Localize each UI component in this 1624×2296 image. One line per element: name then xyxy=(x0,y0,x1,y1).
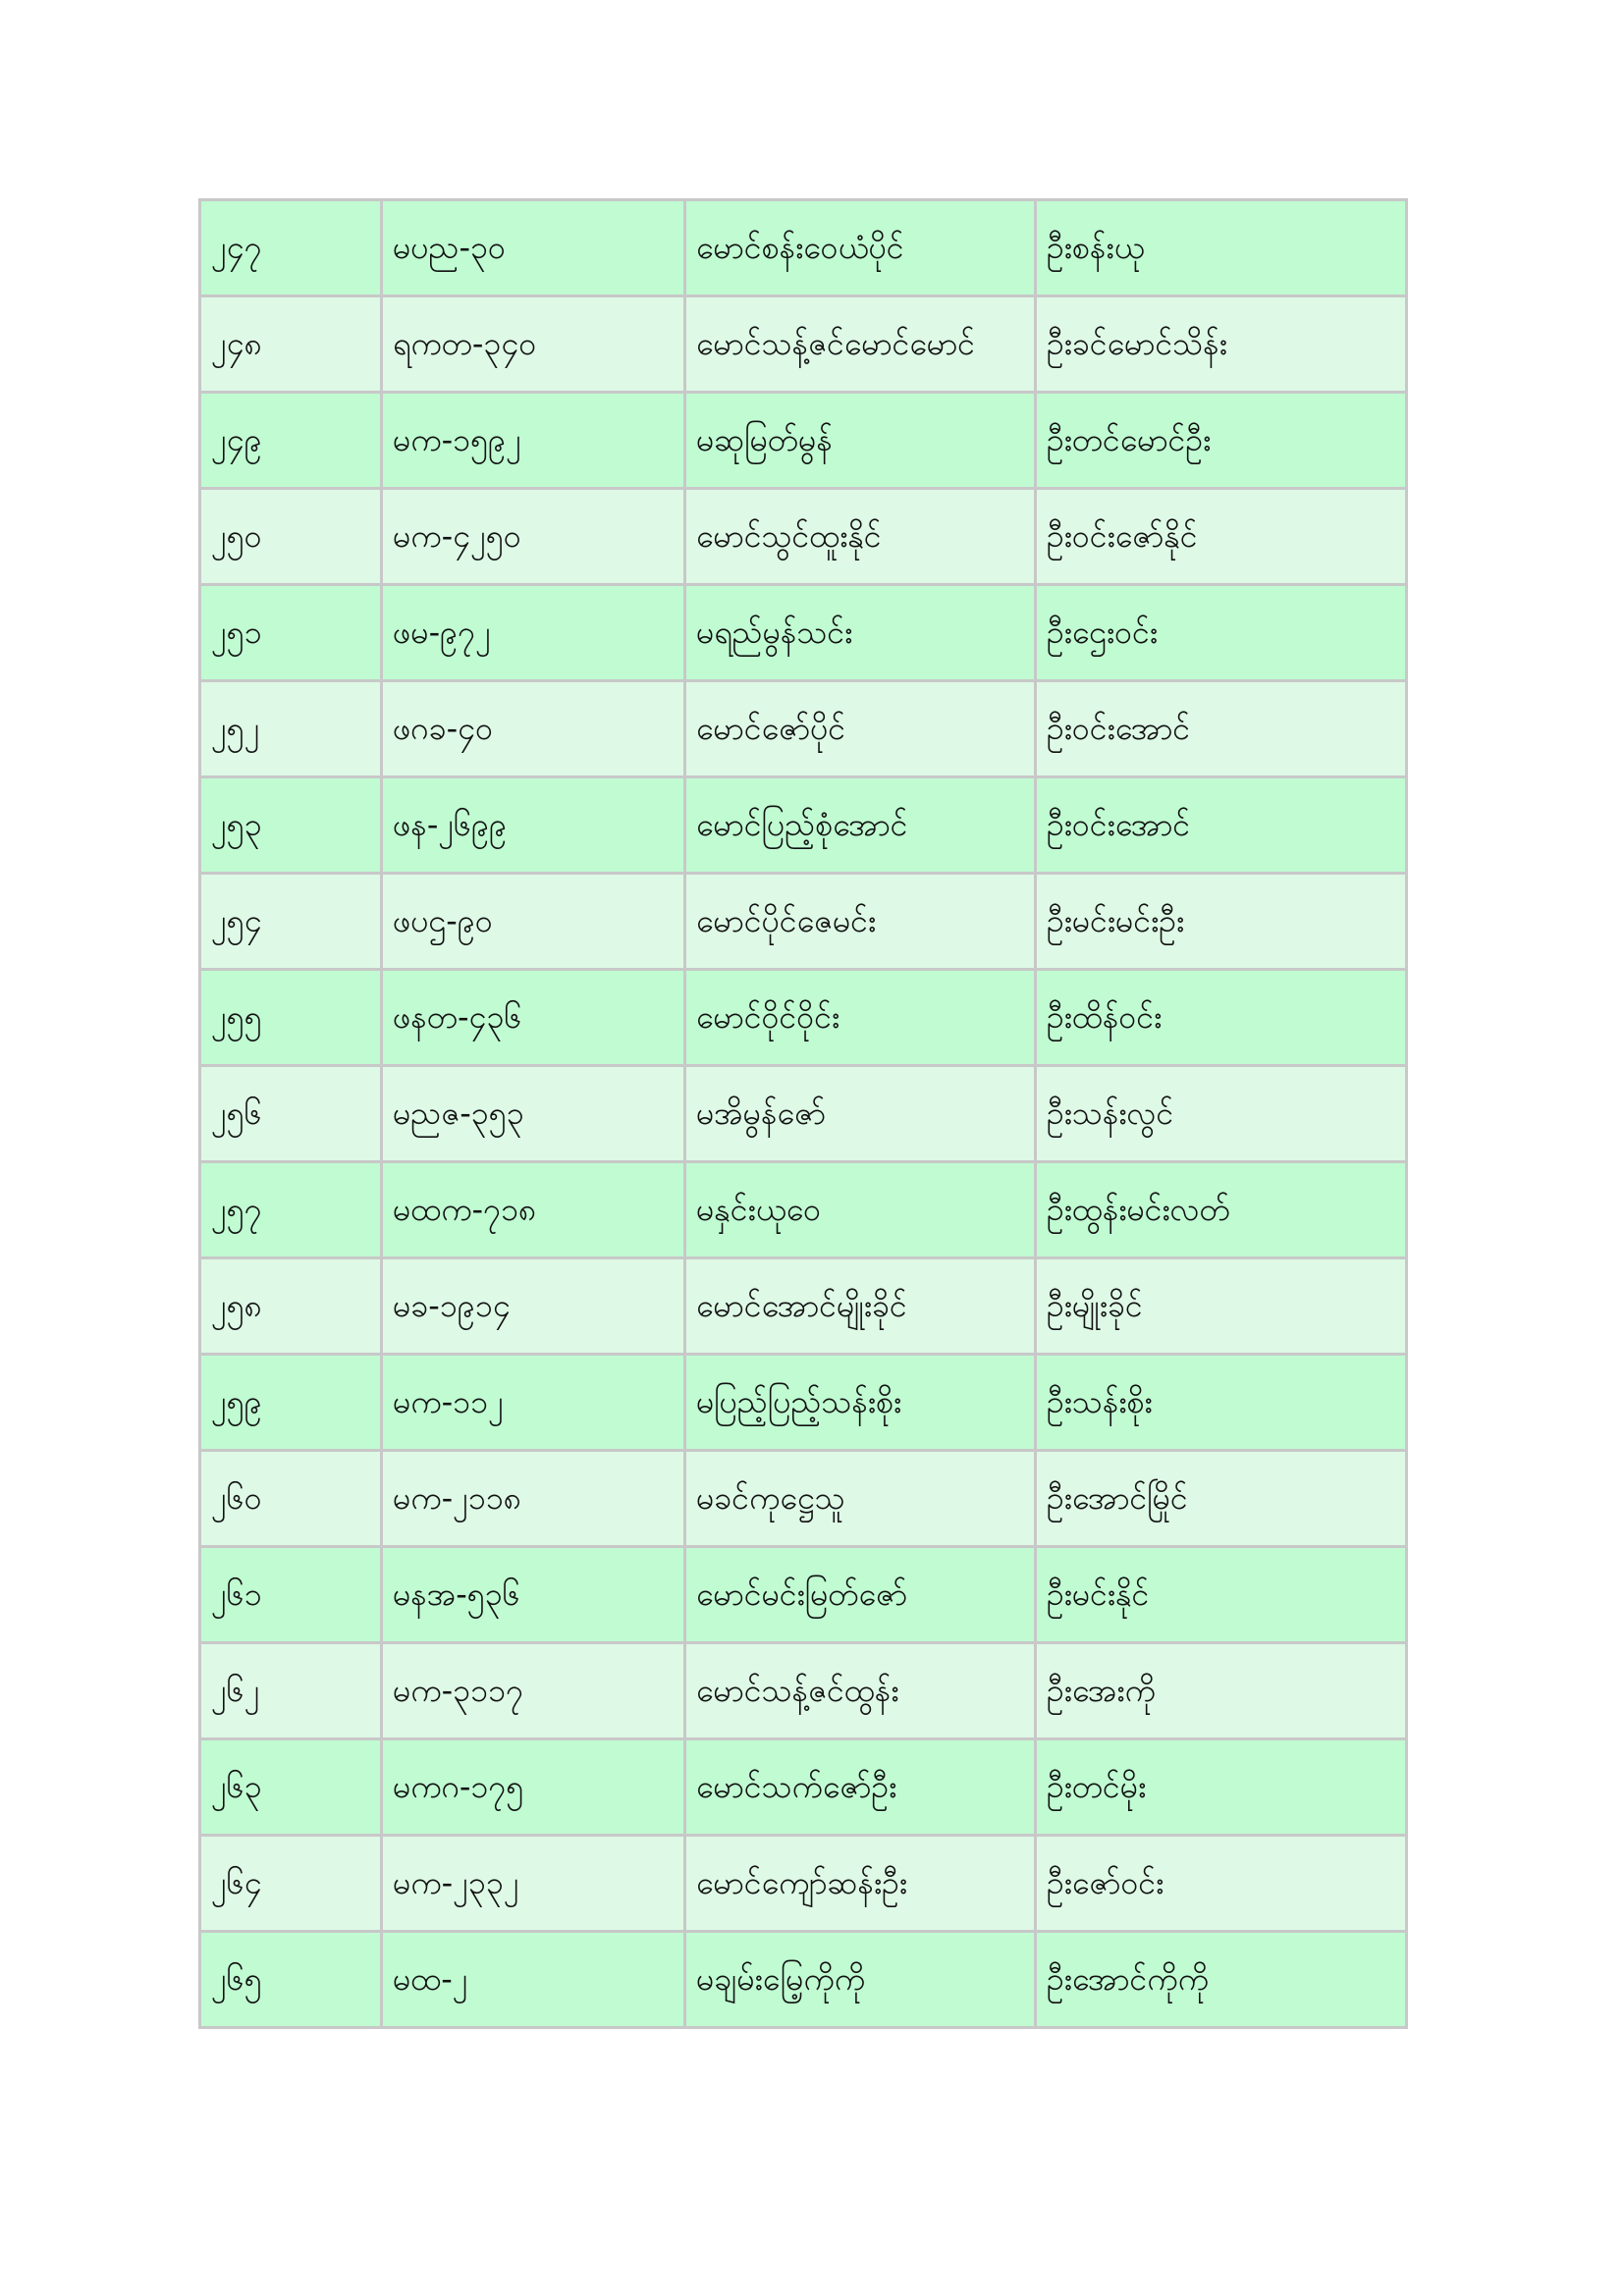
name-cell: မောင်သွင်ထူးနိုင် xyxy=(685,489,1036,585)
name-cell: မောင်ဝိုင်ဝိုင်း xyxy=(685,970,1036,1066)
roster-table xyxy=(198,198,1408,2029)
father-name-cell: ဦးသန်းလွင် xyxy=(1036,1066,1407,1162)
father-name-cell: ဦးထိန်ဝင်း xyxy=(1036,970,1407,1066)
name-cell: မဆုမြတ်မွန် xyxy=(685,393,1036,489)
name-cell: မောင်သန့်ဇင်ထွန်း xyxy=(685,1643,1036,1739)
id-cell: ဖန-၂၆၉၉ xyxy=(382,777,685,874)
row-number-cell: ၂၅၀ xyxy=(200,489,382,585)
row-number-cell: ၂၄၉ xyxy=(200,393,382,489)
table-row xyxy=(200,1643,1407,1739)
name-cell: မောင်ကျော်ဆန်းဦး xyxy=(685,1836,1036,1932)
father-name-cell: ဦးသန်းစိုး xyxy=(1036,1355,1407,1451)
father-name-cell: ဦးတင်မိုး xyxy=(1036,1739,1407,1836)
id-cell: မခ-၁၉၁၄ xyxy=(382,1258,685,1355)
id-cell: ဖနတ-၄၃၆ xyxy=(382,970,685,1066)
row-number-cell: ၂၆၁ xyxy=(200,1547,382,1643)
table-row xyxy=(200,874,1407,970)
table-row xyxy=(200,489,1407,585)
father-name-cell: ဦးမင်းမင်းဦး xyxy=(1036,874,1407,970)
row-number-cell: ၂၅၆ xyxy=(200,1066,382,1162)
row-number-cell: ၂၄၈ xyxy=(200,296,382,393)
name-cell: မောင်ပိုင်ဇေမင်း xyxy=(685,874,1036,970)
id-cell: မညဇ-၃၅၃ xyxy=(382,1066,685,1162)
id-cell: မကဂ-၁၇၅ xyxy=(382,1739,685,1836)
id-cell: မထ-၂ xyxy=(382,1932,685,2028)
row-number-cell: ၂၅၃ xyxy=(200,777,382,874)
table-row xyxy=(200,1066,1407,1162)
name-cell: မောင်အောင်မျိုးခိုင် xyxy=(685,1258,1036,1355)
row-number-cell: ၂၆၂ xyxy=(200,1643,382,1739)
father-name-cell: ဦးဇော်ဝင်း xyxy=(1036,1836,1407,1932)
name-cell: မောင်သက်ဇော်ဦး xyxy=(685,1739,1036,1836)
row-number-cell: ၂၅၄ xyxy=(200,874,382,970)
row-number-cell: ၂၅၇ xyxy=(200,1162,382,1258)
id-cell: မက-၂၁၁၈ xyxy=(382,1451,685,1547)
row-number-cell: ၂၆၀ xyxy=(200,1451,382,1547)
father-name-cell: ဦးစန်းယု xyxy=(1036,200,1407,296)
table-row xyxy=(200,681,1407,777)
table-row xyxy=(200,1547,1407,1643)
name-cell: မောင်သန့်ဇင်မောင်မောင် xyxy=(685,296,1036,393)
name-cell: မရည်မွန်သင်း xyxy=(685,585,1036,681)
table-row xyxy=(200,296,1407,393)
table-row xyxy=(200,1932,1407,2028)
table-row xyxy=(200,1836,1407,1932)
id-cell: ရကတ-၃၄၀ xyxy=(382,296,685,393)
table-row xyxy=(200,1162,1407,1258)
father-name-cell: ဦးအေးကို xyxy=(1036,1643,1407,1739)
id-cell: မက-၁၁၂ xyxy=(382,1355,685,1451)
table-row xyxy=(200,1451,1407,1547)
id-cell: မက-၁၅၉၂ xyxy=(382,393,685,489)
father-name-cell: ဦးဝင်းအောင် xyxy=(1036,777,1407,874)
name-cell: မောင်ဇော်ပိုင် xyxy=(685,681,1036,777)
table-row xyxy=(200,585,1407,681)
name-cell: မောင်ပြည့်စုံအောင် xyxy=(685,777,1036,874)
name-cell: မခင်ကုဋ္ဌေသူ xyxy=(685,1451,1036,1547)
id-cell: မပည-၃၀ xyxy=(382,200,685,296)
row-number-cell: ၂၆၃ xyxy=(200,1739,382,1836)
table-row xyxy=(200,200,1407,296)
row-number-cell: ၂၅၅ xyxy=(200,970,382,1066)
name-cell: မပြည့်ပြည့်သန်းစိုး xyxy=(685,1355,1036,1451)
row-number-cell: ၂၅၉ xyxy=(200,1355,382,1451)
id-cell: ဖဂခ-၄၀ xyxy=(382,681,685,777)
table-row xyxy=(200,1739,1407,1836)
row-number-cell: ၂၄၇ xyxy=(200,200,382,296)
father-name-cell: ဦးမင်းနိုင် xyxy=(1036,1547,1407,1643)
row-number-cell: ၂၅၂ xyxy=(200,681,382,777)
father-name-cell: ဦးအောင်မြိုင် xyxy=(1036,1451,1407,1547)
id-cell: ဖမ-၉၇၂ xyxy=(382,585,685,681)
name-cell: မချမ်းမြေ့ကိုကို xyxy=(685,1932,1036,2028)
name-cell: မောင်မင်းမြတ်ဇော် xyxy=(685,1547,1036,1643)
id-cell: မနအ-၅၃၆ xyxy=(382,1547,685,1643)
father-name-cell: ဦးထွန်းမင်းလတ် xyxy=(1036,1162,1407,1258)
row-number-cell: ၂၅၈ xyxy=(200,1258,382,1355)
father-name-cell: ဦးဝင်းအောင် xyxy=(1036,681,1407,777)
name-cell: မနှင်းယုဝေ xyxy=(685,1162,1036,1258)
father-name-cell: ဦးဝင်းဇော်နိုင် xyxy=(1036,489,1407,585)
row-number-cell: ၂၅၁ xyxy=(200,585,382,681)
father-name-cell: ဦးဌေးဝင်း xyxy=(1036,585,1407,681)
table-row xyxy=(200,393,1407,489)
father-name-cell: ဦးတင်မောင်ဦး xyxy=(1036,393,1407,489)
id-cell: မထက-၇၁၈ xyxy=(382,1162,685,1258)
name-cell: မောင်စန်းဝေယံပိုင် xyxy=(685,200,1036,296)
row-number-cell: ၂၆၄ xyxy=(200,1836,382,1932)
id-cell: မက-၄၂၅၀ xyxy=(382,489,685,585)
table-row xyxy=(200,1258,1407,1355)
row-number-cell: ၂၆၅ xyxy=(200,1932,382,2028)
name-cell: မအိမွန်ဇော် xyxy=(685,1066,1036,1162)
table-row xyxy=(200,1355,1407,1451)
father-name-cell: ဦးမျိုးခိုင် xyxy=(1036,1258,1407,1355)
id-cell: ဖပဌ-၉၀ xyxy=(382,874,685,970)
table-row xyxy=(200,970,1407,1066)
father-name-cell: ဦးခင်မောင်သိန်း xyxy=(1036,296,1407,393)
id-cell: မက-၂၃၃၂ xyxy=(382,1836,685,1932)
table-row xyxy=(200,777,1407,874)
id-cell: မက-၃၁၁၇ xyxy=(382,1643,685,1739)
father-name-cell: ဦးအောင်ကိုကို xyxy=(1036,1932,1407,2028)
